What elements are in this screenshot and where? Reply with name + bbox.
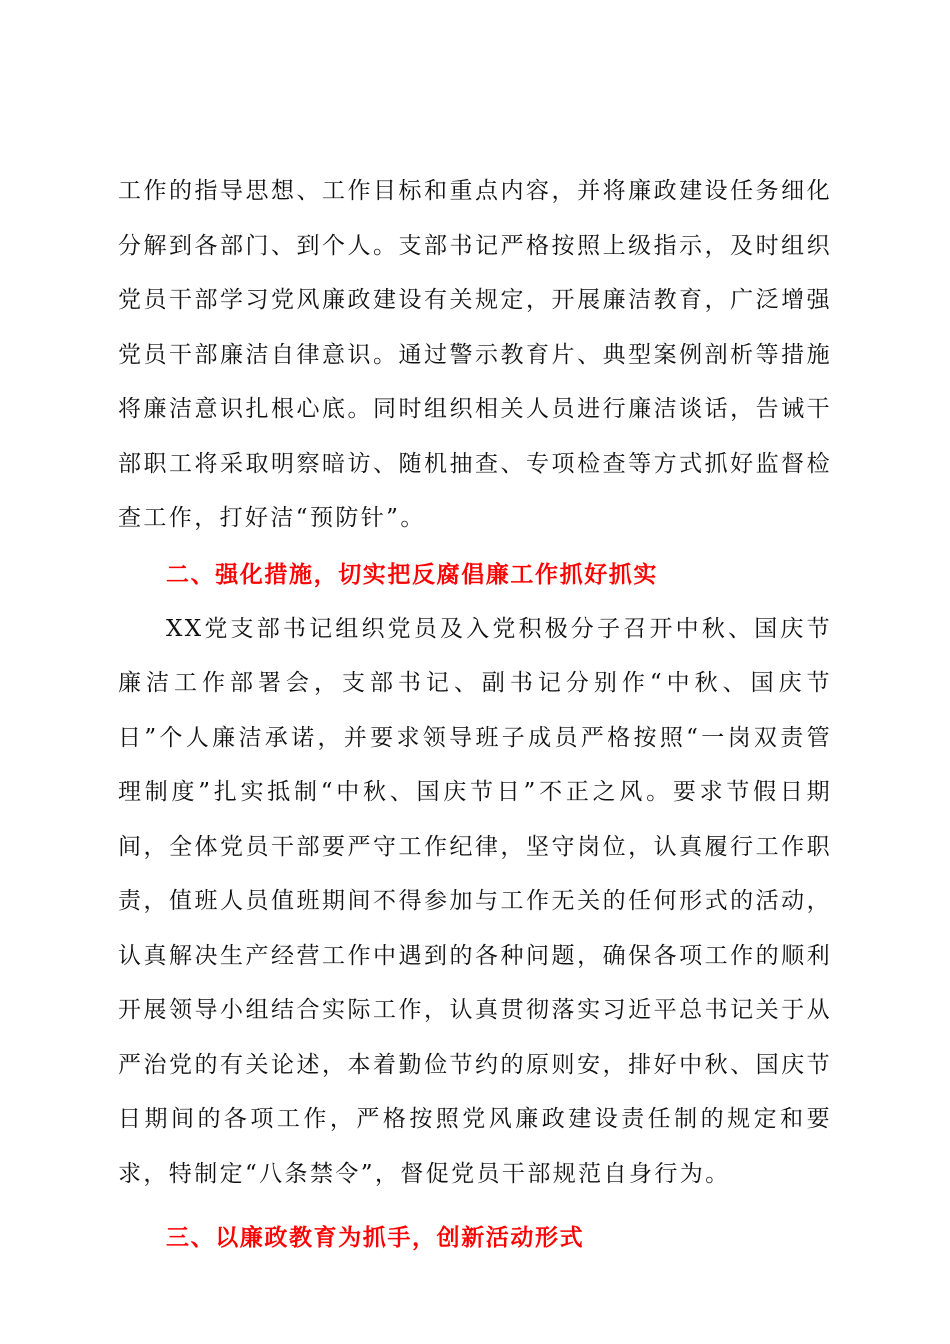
document-body: [118, 164, 832, 1265]
section-heading-3: 三、以廉政教育为抓手，创新活动形式: [166, 1225, 585, 1251]
body-paragraph-2: XX党支部书记组织党员及入党积极分子召开中秋、国庆节廉洁工作部署会，支部书记、副书记分别作“中秋、国庆节日”个人廉洁承诺，并要求领导班子成员严格按照“一岗双责管理制度”扎实抵制“中秋、国庆节日”不正之风。要求节假日期间，全体党员干部要严守工作纪律，坚守岗位，认真履行工作职责，值班人员值班期间不得参加与工作无关的任何形式的活动，认真解决生产经营工作中遇到的各种问题，确保各项工作的顺利开展领导小组结合实际工作，认真贯彻落实习近平总书记关于从严治党的有关论述，本着勤俭节约的原则安，排好中秋、国庆节日期间的各项工作，严格按照党风廉政建设责任制的规定和要求，特制定“八条禁令”，督促党员干部规范自身行为。: [118, 615, 832, 1187]
section-heading-2: 二、强化措施，切实把反腐倡廉工作抓好抓实: [166, 561, 658, 588]
body-paragraph-1: 工作的指导思想、工作目标和重点内容，并将廉政建设任务细化分解到各部门、到个人。支部书记严格按照上级指示，及时组织党员干部学习党风廉政建设有关规定，开展廉洁教育，广泛增强党员干部廉洁自律意识。通过警示教育片、典型案例剖析等措施将廉洁意识扎根心底。同时组织相关人员进行廉洁谈话，告诫干部职工将采取明察暗访、随机抽查、专项检查等方式抓好监督检查工作，打好洁“预防针”。: [118, 178, 832, 531]
